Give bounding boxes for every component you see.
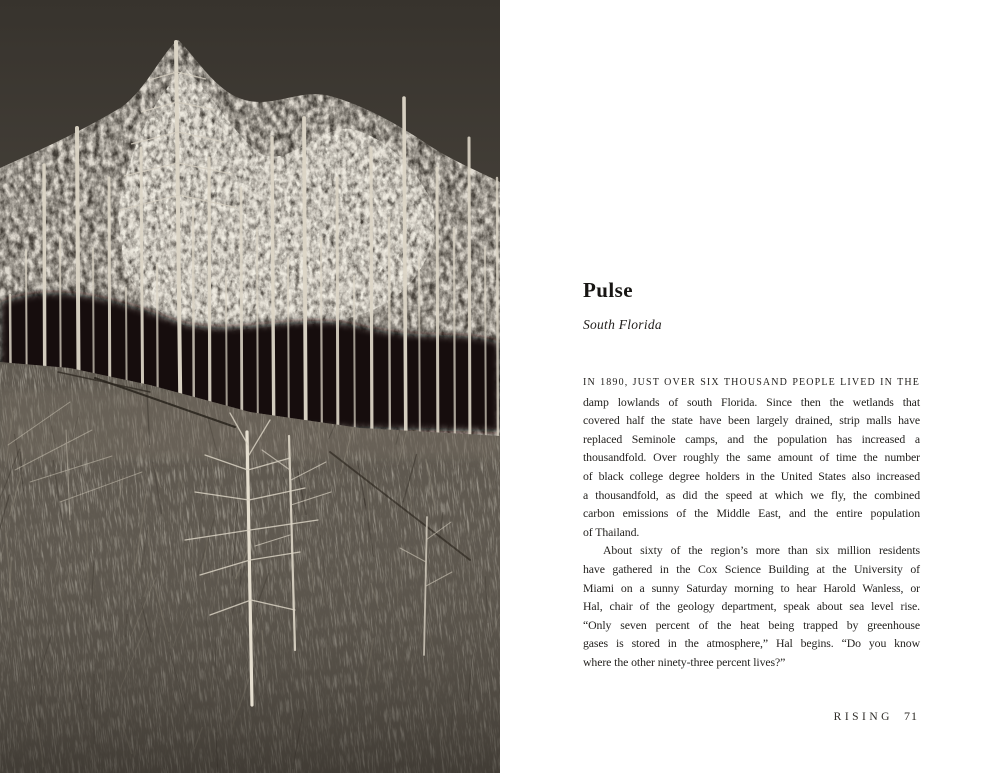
page-number: 71 (904, 709, 918, 723)
text-line: replaced Seminole camps, and the population has increased a (583, 431, 920, 446)
text-line: About sixty of the region’s more than six million residents (603, 543, 920, 558)
text-line: IN 1890, JUST OVER SIX THOUSAND PEOPLE LIVED IN THE (583, 377, 920, 388)
text-line: Hal, chair of the geology department, speak about sea level rise. (583, 599, 920, 614)
text-line: of Thailand. (583, 524, 640, 539)
page-footer (834, 707, 918, 725)
text-page (500, 0, 1000, 773)
text-line: “Only seven percent of the heat being trapped by greenhouse (583, 617, 920, 632)
text-line: have gathered in the Cox Science Building at the University of (583, 561, 920, 576)
text-line: Miami on a sunny Saturday morning to hear Harold Wanless, or (583, 580, 920, 595)
text-line: of black college degree holders in the United States also increased (583, 468, 920, 483)
text-line: damp lowlands of south Florida. Since then the wetlands that (583, 394, 920, 409)
text-line: thousandfold. Over roughly the same amount of time the number (583, 450, 920, 465)
text-line: where the other ninety-three percent lives?” (583, 654, 786, 669)
running-title: RISING (833, 711, 893, 723)
body-text (583, 374, 920, 672)
chapter-location: South Florida (583, 317, 662, 332)
text-line: carbon emissions of the Middle East, and the entire population (583, 506, 920, 521)
text-line: gases is stored in the atmosphere,” Hal begins. “Do you know (583, 636, 920, 651)
text-line: covered half the state have been largely drained, strip malls have (583, 413, 920, 428)
chapter-title: Pulse (583, 278, 633, 302)
text-line: a thousandfold, as did the speed at which we fly, the combined (583, 487, 920, 502)
